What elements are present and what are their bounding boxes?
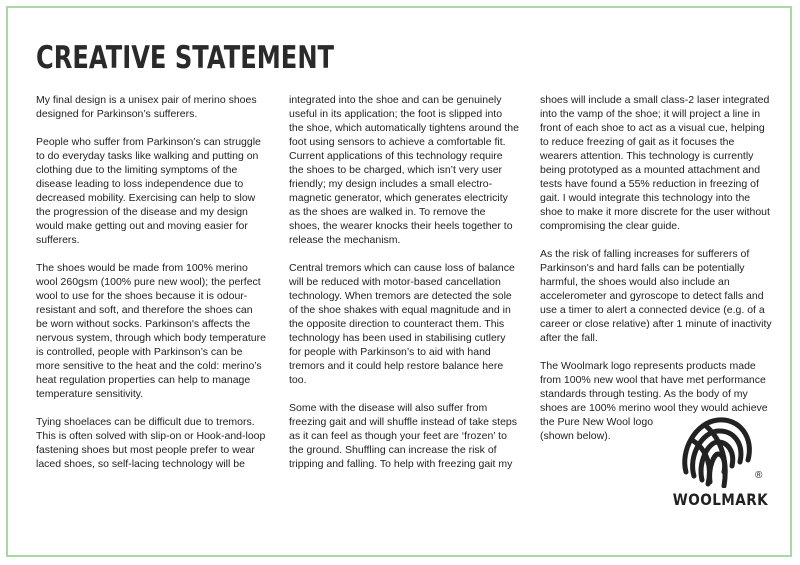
paragraph: The Woolmark logo represents products made from 100% new wool that have met performance standards through testing. As the body of my shoes are 100% merino wool they would achieve the Pure New Wool logo (540, 360, 768, 428)
paragraph: Central tremors which can cause loss of balance will be reduced with motor-based cancellation technology. When tremors are detected the sole of the shoe shakes with equal magnitude and in the opposite direction to counteract them. This technology has been used in stabilising cutlery for people with Parkinson’s to aid with hand tremors and it could help restore balance here too. (289, 262, 515, 386)
registered-mark: ® (755, 470, 763, 481)
woolmark-logo (668, 410, 778, 515)
paragraph: (shown below). (540, 430, 611, 442)
woolmark-icon (678, 410, 758, 488)
paragraph: Tying shoelaces can be difficult due to tremors. This is often solved with slip-on or Hook-and-loop fastening shoes but most people prefer to wear laced shoes, so self-lacing technology will be (36, 416, 266, 470)
text-column-3 (540, 93, 772, 457)
woolmark-wordmark: WOOLMARK (672, 490, 769, 509)
paragraph: People who suffer from Parkinson’s can struggle to do everyday tasks like walking and putting on clothing due to the limiting symptoms of the disease leading to loss independence due to decreased mobility. Exercising can help to slow the progression of the disease and my design would make getting out and moving easier for sufferers. (36, 136, 261, 246)
text-column-1 (36, 93, 266, 485)
page-title: CREATIVE STATEMENT (36, 40, 335, 76)
paragraph: Some with the disease will also suffer from freezing gait and will shuffle instead of take steps as it can feel as though your feet are ‘frozen’ to the ground. Shuffling can increase the risk of tripping and falling. To help with freezing gait my (289, 402, 518, 470)
paragraph: shoes will include a small class-2 laser integrated into the vamp of the shoe; it will project a line in front of each shoe to act as a visual cue, helping to reduce freezing of gait as it focuses the wearers attention. This technology is currently being prototyped as a mounted attachment and tests have found a 55% reduction in freezing of gait. I would integrate this technology into the shoe to make it more discrete for the user without compromising the clear guide. (540, 94, 770, 232)
paragraph: The shoes would be made from 100% merino wool 260gsm (100% pure new wool); the perfect wool to use for the shoes because it is odour-resistant and soft, and therefore the shoes can be worn without socks. Parkinson's affects the nervous system, through which body temperature is controlled, people with Parkinson’s can be more sensitive to the heat and the cold: merino’s heat regulation properties can help to manage temperature sensitivity. (36, 262, 266, 400)
text-column-2 (289, 93, 519, 485)
paragraph: As the risk of falling increases for sufferers of Parkinson's and hard falls can be potentially harmful, the shoes would also include an accelerometer and gyroscope to detect falls and use a timer to alert a connected device (e.g. of a career or close relative) after 1 minute of inactivity after the fall. (540, 248, 772, 344)
paragraph: My final design is a unisex pair of merino shoes designed for Parkinson’s sufferers. (36, 94, 257, 120)
paragraph: integrated into the shoe and can be genuinely useful in its application; the foot is slipped into the shoe, which automatically tightens around the foot using sensors to achieve a comfortable fit. Current applications of this technology require the shoes to be charged, which isn’t very user friendly; my design includes a small electro-magnetic generator, which generates electricity as the shoes are walked in. To remove the shoes, the wearer knocks their heels together to release the mechanism. (289, 94, 519, 246)
